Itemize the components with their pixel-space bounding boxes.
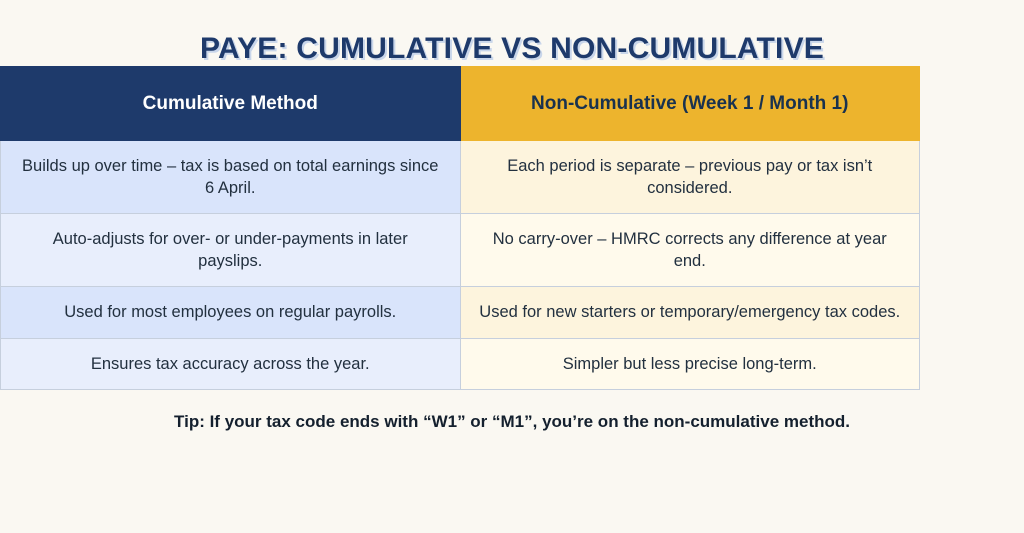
cell-non-cumulative-4: Simpler but less precise long-term.: [460, 338, 920, 389]
cell-non-cumulative-1: Each period is separate – previous pay or tax isn’t considered.: [460, 141, 920, 214]
cell-non-cumulative-2: No carry-over – HMRC corrects any difference at year end.: [460, 214, 920, 287]
cell-cumulative-3: Used for most employees on regular payrolls.: [1, 287, 461, 338]
cell-cumulative-1: Builds up over time – tax is based on total earnings since 6 April.: [1, 141, 461, 214]
table-header: [1, 67, 920, 141]
cell-cumulative-2: Auto-adjusts for over- or under-payments in later payslips.: [1, 214, 461, 287]
table-row: [1, 338, 920, 389]
cell-cumulative-4: Ensures tax accuracy across the year.: [1, 338, 461, 389]
comparison-table: [0, 66, 920, 390]
table-row: [1, 214, 920, 287]
table-row: [1, 287, 920, 338]
table-header-row: [1, 67, 920, 141]
cell-non-cumulative-3: Used for new starters or temporary/emergency tax codes.: [460, 287, 920, 338]
page-title: PAYE: CUMULATIVE VS NON-CUMULATIVE: [199, 32, 825, 65]
table-row: [1, 141, 920, 214]
tip-note: Tip: If your tax code ends with “W1” or “M1”, you’re on the non-cumulative method.: [174, 411, 850, 431]
column-header-cumulative: Cumulative Method: [1, 67, 461, 141]
table-body: [1, 141, 920, 390]
column-header-non-cumulative: Non-Cumulative (Week 1 / Month 1): [460, 67, 920, 141]
